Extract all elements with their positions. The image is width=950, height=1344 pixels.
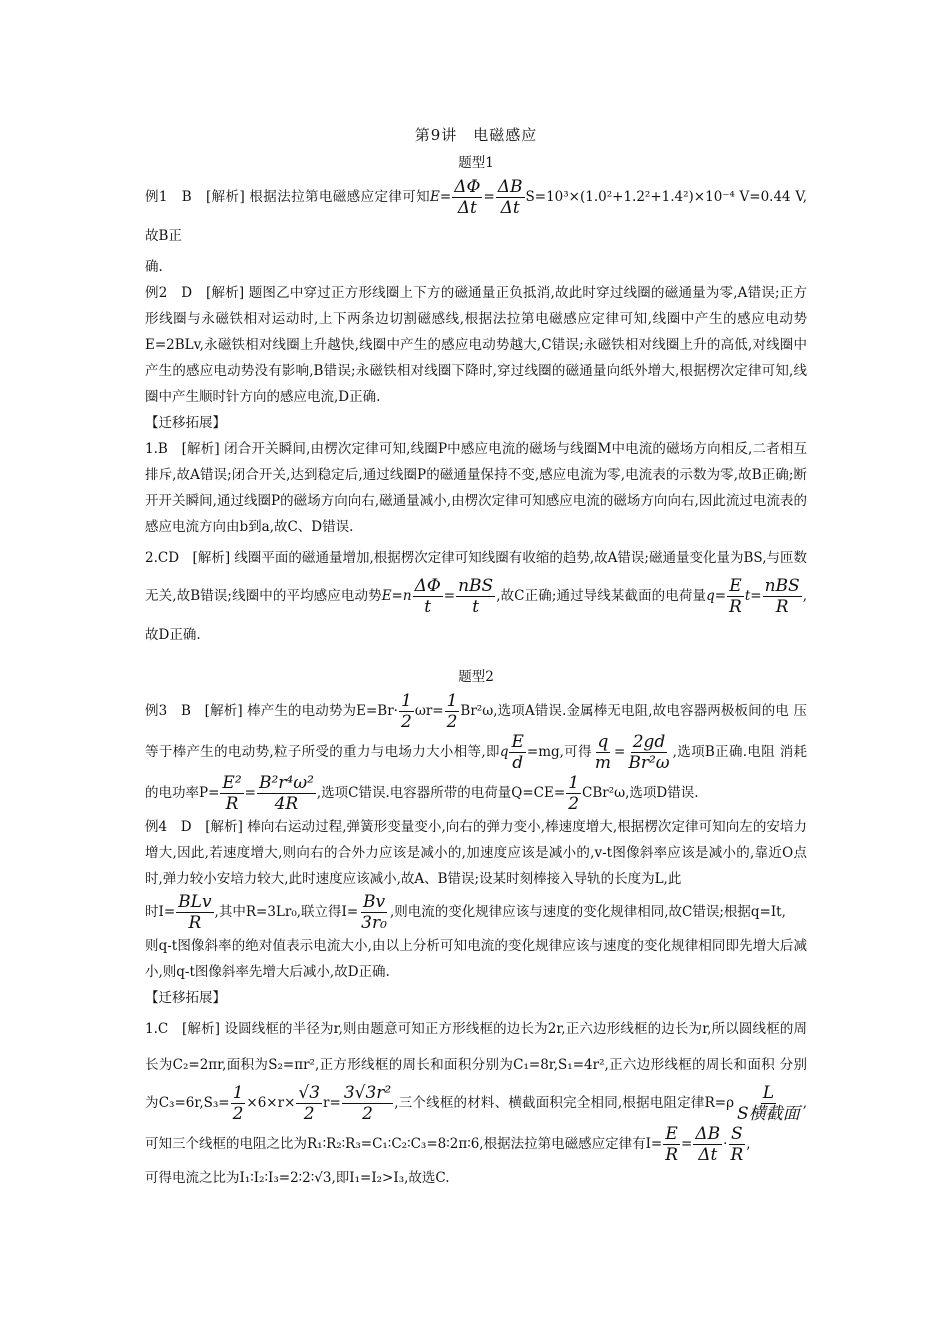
fraction: $\frac{\Delta B}{\Delta t}$ [497, 177, 523, 218]
fraction: $\frac{S}{R}$ [730, 1124, 744, 1165]
example-4-tail: 则q-t图像斜率的绝对值表示电流大小,由以上分析可知电流的变化规律应该与速度的变化规律相同即先增大后减小,则q-t图像斜率先增大后减小,故D正确. [145, 938, 807, 980]
fraction: $\frac{1}{2}$ [232, 1083, 244, 1124]
fraction: $\frac{\text{E²}}{R}$ [222, 773, 242, 814]
fraction: $\frac{1}{2}$ [446, 691, 458, 732]
fraction: $\frac{Bv}{\text{3r₀}}$ [361, 892, 387, 933]
fraction: $\frac{\Delta\Phi}{\Delta t}$ [454, 177, 481, 218]
example-3: 例3 B [解析] 棒产生的电动势为E=Br· $\frac{1}{2}$ ωr= $\frac{1}{2}$ Br²ω,选项A错误.金属棒无电阻,故电容器两极板间的电 压等于棒产生的电动势,粒子所受的重力与电场力大小相等,即q $\frac{E}{d}$ =mg,可得 $\frac{q}{m}$ = $\frac{2gd}{\text{Br²ω}}$ ,选项B正确.电阻 消耗的电功率P= $\frac{\text{E²}}{R}$ = $\frac{\text{B²r⁴ω²}}{4R}$ ,选项C错误.电容器所带的电荷量Q=CE= $\frac{1}{2}$ CBr²ω,选项D错误. [145, 691, 808, 814]
fraction: $\frac{\Delta\Phi}{t}$ [414, 576, 441, 617]
fraction: $\frac{\text{BLv}}{R}$ [178, 892, 212, 933]
fraction: $\frac{1}{2}$ [400, 691, 412, 732]
fraction: $\frac{\Delta B}{\Delta t}$ [695, 1124, 721, 1165]
example-2: 例2 D [解析] 题图乙中穿过正方形线圈上下方的磁通量正负抵消,故此时穿过线圈的磁通量为零,A错误;正方形线圈与永磁铁相对运动时,上下两条边切割磁感线,根据法拉第电磁感应定律可知,线圈中产生的感应电动势E=2BLv,永磁铁相对线圈上升越快,线圈中产生的感应电动势越大,C错误;永磁铁相对线圈上升的高低,对线圈中产生的感应电动势没有影响,B错误;永磁铁相对线圈下降时,穿过线圈的磁通量向纸外增大,根据楞次定律可知,线圈中产生顺时针方向的感应电流,D正确. [145, 285, 807, 405]
fraction: $\frac{E}{R}$ [665, 1124, 679, 1165]
fraction: $\frac{E}{d}$ [511, 732, 524, 773]
example-4-cont: 时I= $\frac{\text{BLv}}{R}$ ,其中R=3Lr₀,联立得I= $\frac{Bv}{\text{3r₀}}$ ,则电流的变化规律应该与速度的变化规律相同,故C错误;根据q=It, [145, 892, 786, 933]
document-content [145, 124, 807, 1191]
example-4: 例4 D [解析] 棒向右运动过程,弹簧形变量变小,向右的弹力变小,棒速度增大,根据楞次定律可知向左的安培力增大,因此,若速度增大,则向右的合外力应该是减小的,加速度应该是减小的,v-t图像斜率应该是减小的,靠近O点时,弹力较小安培力较大,此时速度应该减小,故A、B错误;设某时刻棒接入导轨的长度为L,此 [145, 819, 807, 887]
example-1-tail: 确. [145, 259, 163, 275]
extension-1-2: 2.CD [解析] 线圈平面的磁通量增加,根据楞次定律可知线圈有收缩的趋势,故A错误;磁通量变化量为BS,与匝数无关,故B错误;线圈中的平均感应电动势E=n $\frac{\Delta\Phi}{t}$ = $\frac{\text{nBS}}{t}$ ,故C正确;通过导线某截面的电荷量q= $\frac{E}{R}$ t= $\frac{\text{nBS}}{R}$ ,故D正确. [145, 550, 807, 643]
extension-heading-1: 【迁移拓展】 [145, 415, 226, 431]
extension-1-1: 1.B [解析] 闭合开关瞬间,由楞次定律可知,线圈P中感应电流的磁场与线圈M中电流的磁场方向相反,二者相互排斥,故A错误;闭合开关,达到稳定后,通过线圈P的磁通量保持不变,感应电流为零,电流表的示数为零,故B正确;断开开关瞬间,通过线圈P的磁场方向向右,磁通量减小,由楞次定律可知感应电流的磁场方向向右,因此流过电流表的感应电流方向由b到a,故C、D错误. [145, 441, 807, 535]
extension-2-1: 1.C [解析] 设圆线框的半径为r,则由题意可知正方形线框的边长为2r,正六边形线框的边长为r,所以圆线框的周长为C₂=2πr,面积为S₂=πr²,正方形线框的周长和面积分别为C₁=8r,S₁=4r²,正六边形线框的周长和面积 分别为C₃=6r,S₃= $\frac{1}{2}$ ×6×r× $\frac{√3}{2}$ r= $\frac{\text{3√3r²}}{2}$ ,三个线框的材料、横截面积完全相同,根据电阻定律R=ρ $\frac{L}{\text{S横截面}}$ , 可知三个线框的电阻之比为R₁∶R₂∶R₃=C₁∶C₂∶C₃=8∶2π∶6,根据法拉第电磁感应定律有I= $\frac{E}{R}$ = $\frac{\Delta B}{\Delta t}$ · $\frac{S}{R}$ , [145, 1021, 808, 1165]
fraction: $\frac{E}{R}$ [729, 576, 742, 617]
fraction: $\frac{L}{\text{S横截面}}$ [737, 1083, 800, 1124]
extension-heading-2: 【迁移拓展】 [145, 990, 226, 1006]
page-title: 第9讲 电磁感应 [414, 126, 538, 144]
fraction: $\frac{q}{m}$ [594, 732, 612, 773]
fraction: $\frac{\text{3√3r²}}{2}$ [343, 1083, 392, 1124]
fraction: $\frac{\text{nBS}}{R}$ [764, 576, 800, 617]
section-heading-1: 题型1 [458, 155, 494, 171]
section-heading-2: 题型2 [458, 669, 494, 685]
example-2-label: 例2 D [解析] [145, 285, 245, 301]
example-1: 例1 B [解析] 根据法拉第电磁感应定律可知E= $\frac{\Delta\Phi}{\Delta t}$ = $\frac{\Delta B}{\Delta t}$ S=10³×(1.0²+1.2²+1.4²)×10⁻⁴ V=0.44 V,故B正 [145, 177, 807, 244]
extension-2-1-tail: 可得电流之比为I₁∶I₂∶I₃=2∶2∶√3,即I₁=I₂>I₃,故选C. [145, 1170, 450, 1186]
example-1-label: 例1 B [解析] [145, 189, 245, 205]
fraction: $\frac{\text{nBS}}{t}$ [458, 576, 494, 617]
fraction: $\frac{\text{B²r⁴ω²}}{4R}$ [258, 773, 314, 814]
fraction: $\frac{√3}{2}$ [298, 1083, 321, 1124]
fraction: $\frac{2gd}{\text{Br²ω}}$ [628, 732, 670, 773]
fraction: $\frac{1}{2}$ [568, 773, 580, 814]
